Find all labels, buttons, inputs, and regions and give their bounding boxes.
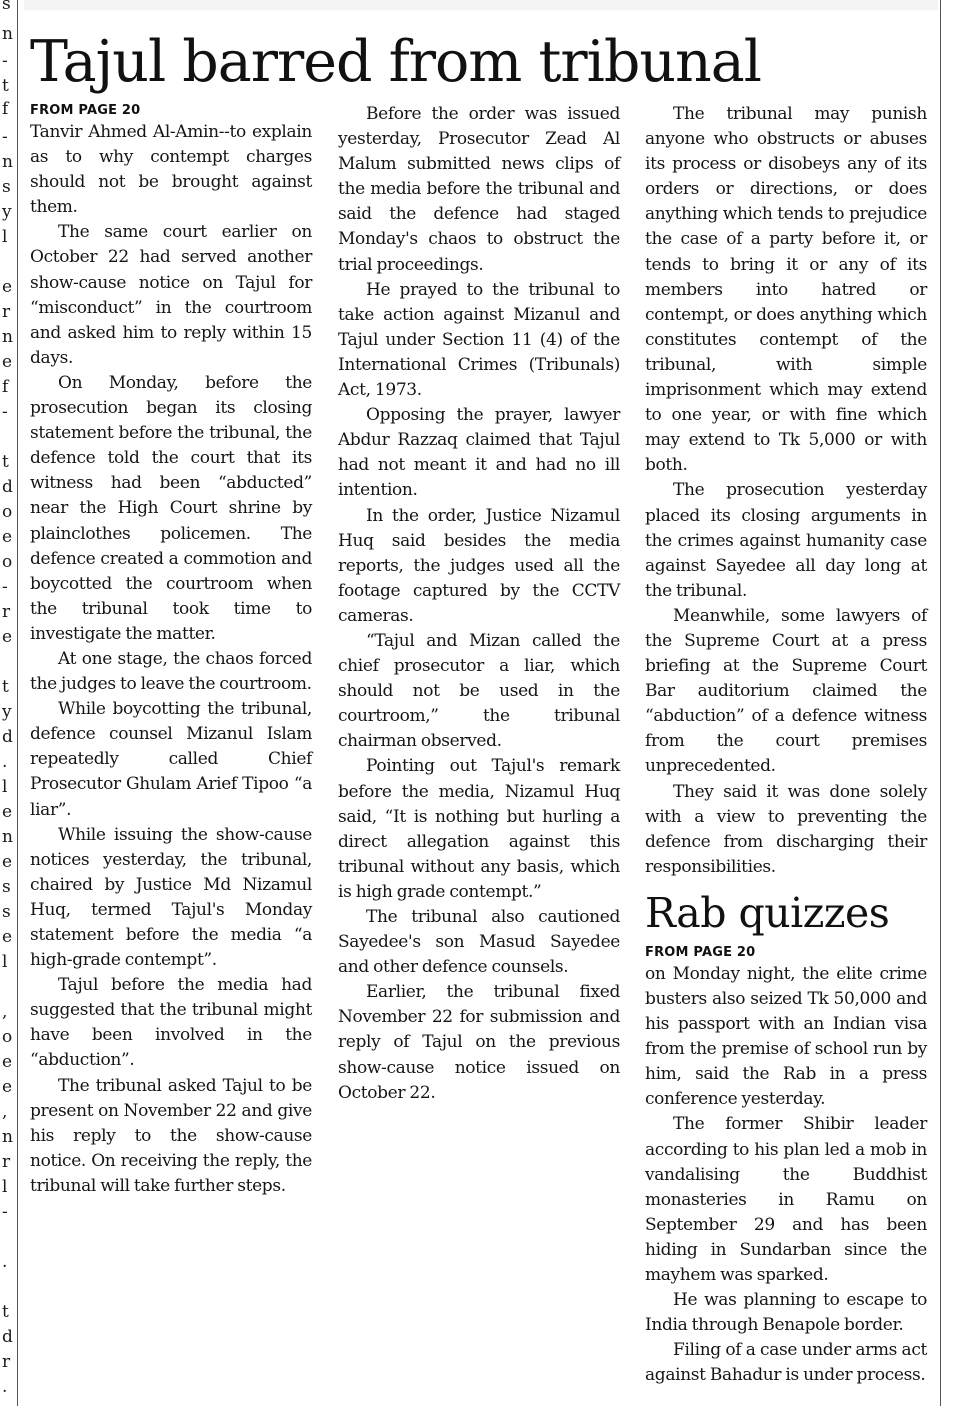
fragment-char: s [2,177,11,197]
article-paragraph: Pointing out Tajul's remark before the media, Nizamul Huq said, “It is nothing but hurling a direct allegation against this tribunal without any basis, which is high grade contempt.” [338,756,620,902]
fragment-char: r [2,1152,11,1172]
fragment-char: - [2,577,8,597]
fragment-char: r [2,1352,11,1372]
article-column-2 [338,102,620,1106]
fragment-char: e [2,1077,13,1097]
article-paragraph: At one stage, the chaos forced the judges to leave the courtroom. [30,648,312,695]
fragment-char: s [2,0,11,14]
fragment-char: - [2,127,8,147]
article-column-1 [30,102,312,1199]
article-paragraph: The prosecution yesterday placed its closing arguments in the crimes against humanity case against Sayedee all day long at the tribunal. [645,480,927,601]
fragment-char: n [2,827,13,847]
fragment-char: n [2,152,13,172]
fragment-char: f [2,99,9,119]
fragment-char: s [2,877,11,897]
fragment-char: l [2,1177,8,1197]
fragment-char: d [2,1327,13,1347]
fragment-char: n [2,24,13,44]
fragment-char: t [2,677,9,697]
fragment-char: n [2,1127,13,1147]
fragment-char: t [2,1302,9,1322]
second-article-kicker: FROM PAGE 20 [645,944,756,960]
fragment-char: l [2,952,8,972]
fragment-char: o [2,1027,13,1047]
fragment-char: f [2,377,9,397]
article-paragraph: Opposing the prayer, lawyer Abdur Razzaq claimed that Tajul had not meant it and had no ill intention. [338,405,620,501]
fragment-char: - [2,402,8,422]
fragment-char: y [2,202,12,222]
article-column-3 [645,102,927,1389]
article-paragraph: “Tajul and Mizan called the chief prosecutor a liar, which should not be used in the courtroom,” the tribunal chairman observed. [338,630,620,752]
fragment-char: e [2,277,13,297]
article-paragraph: They said it was done solely with a view to preventing the defence from discharging their responsibilities. [645,781,927,877]
fragment-char: r [2,602,11,622]
fragment-char: d [2,477,13,497]
fragment-char: t [2,452,9,472]
column-rule-right [940,0,941,1406]
second-article-paragraph: The former Shibir leader according to his plan led a mob in vandalising the Buddhist monasteries in Ramu on September 29 and has been hiding in Sundarban since the mayhem was sparked. [645,1114,927,1286]
article-paragraph: The tribunal may punish anyone who obstructs or abuses its process or disobeys any of its orders or directions, or does anything which tends to prejudice the case of a party before it, or tends to bring it or any of its members into hatred or contempt, or does anything which constitutes contempt of the tribunal, with simple imprisonment which may extend to one year, or with fine which may extend to Tk 5,000 or with both. [645,104,927,476]
fragment-char: o [2,502,13,522]
article-paragraph: While boycotting the tribunal, defence counsel Mizanul Islam repeatedly called Chief Prosecutor Ghulam Arief Tipoo “a liar”. [30,699,312,820]
fragment-char: . [2,1377,8,1397]
fragment-char: r [2,302,11,322]
article-paragraph: The tribunal also cautioned Sayedee's son Masud Sayedee and other defence counsels. [338,907,620,978]
fragment-char: e [2,927,13,947]
fragment-char: n [2,327,13,347]
article-paragraph: While issuing the show-cause notices yesterday, the tribunal, chaired by Justice Md Nizamul Huq, termed Tajul's Monday statement before the media “a high-grade contempt”. [30,824,312,971]
second-article-paragraph: Filing of a case under arms act against Bahadur is under process. [645,1340,927,1386]
column-rule-left [17,0,18,1406]
fragment-char: e [2,352,13,372]
fragment-char: o [2,552,13,572]
article-headline: Tajul barred from tribunal [30,29,761,95]
second-article-headline: Rab quizzes [645,888,890,937]
fragment-char: e [2,627,13,647]
article-paragraph: In the order, Justice Nizamul Huq said besides the media reports, the judges used all the footage captured by the CCTV cameras. [338,505,620,626]
fragment-char: s [2,902,11,922]
article-paragraph: He prayed to the tribunal to take action against Mizanul and Tajul under Section 11 (4) of the International Crimes (Tribunals) Act, 1973. [338,279,620,401]
previous-column-fragments [0,0,16,1406]
article-paragraph: Tanvir Ahmed Al-Amin--to explain as to why contempt charges should not be brought against them. [30,122,312,218]
fragment-char: e [2,1052,13,1072]
fragment-char: e [2,802,13,822]
fragment-char: y [2,702,12,722]
fragment-char: e [2,852,13,872]
article-paragraph: Meanwhile, some lawyers of the Supreme Court at a press briefing at the Supreme Court Bar auditorium claimed the “abduction” of a defence witness from the court premises unprecedented. [645,605,927,777]
fragment-char: , [2,1002,8,1022]
fragment-char: e [2,527,13,547]
second-article-paragraph: He was planning to escape to India through Benapole border. [645,1290,927,1336]
article-paragraph: The tribunal asked Tajul to be present on November 22 and give his reply to the show-cause notice. On receiving the reply, the tribunal will take further steps. [30,1075,312,1196]
fragment-char: d [2,727,13,747]
fragment-char: - [2,51,8,71]
fragment-char: l [2,777,8,797]
fragment-char: t [2,76,9,96]
article-paragraph: On Monday, before the prosecution began its closing statement before the tribunal, the defence told the court that its witness had been “abducted” near the High Court shrine by plainclothes policemen. The defence created a commotion and boycotted the courtroom when the tribunal took time to investigate the matter. [30,372,312,644]
second-article-paragraph: on Monday night, the elite crime busters also seized Tk 50,000 and his passport with an Indian visa from the premise of school run by him, said the Rab in a press conference yesterday. [645,963,927,1110]
article-kicker: FROM PAGE 20 [30,103,141,118]
article-paragraph: Earlier, the tribunal fixed November 22 for submission and reply of Tajul on the previous show-cause notice issued on October 22. [338,982,620,1103]
article-paragraph: Before the order was issued yesterday, Prosecutor Zead Al Malum submitted news clips of the media before the tribunal and said the defence had staged Monday's chaos to obstruct the trial proceedings. [338,104,620,275]
fragment-char: l [2,227,8,247]
article-paragraph: The same court earlier on October 22 had served another show-cause notice on Tajul for “misconduct” in the courtroom and asked him to reply within 15 days. [30,222,312,368]
fragment-char: - [2,1202,8,1222]
fragment-char: , [2,1102,8,1122]
top-margin-strip [24,0,938,10]
fragment-char: . [2,752,8,772]
fragment-char: . [2,1252,8,1272]
article-paragraph: Tajul before the media had suggested that the tribunal might have been involved in the “abduction”. [30,975,312,1071]
